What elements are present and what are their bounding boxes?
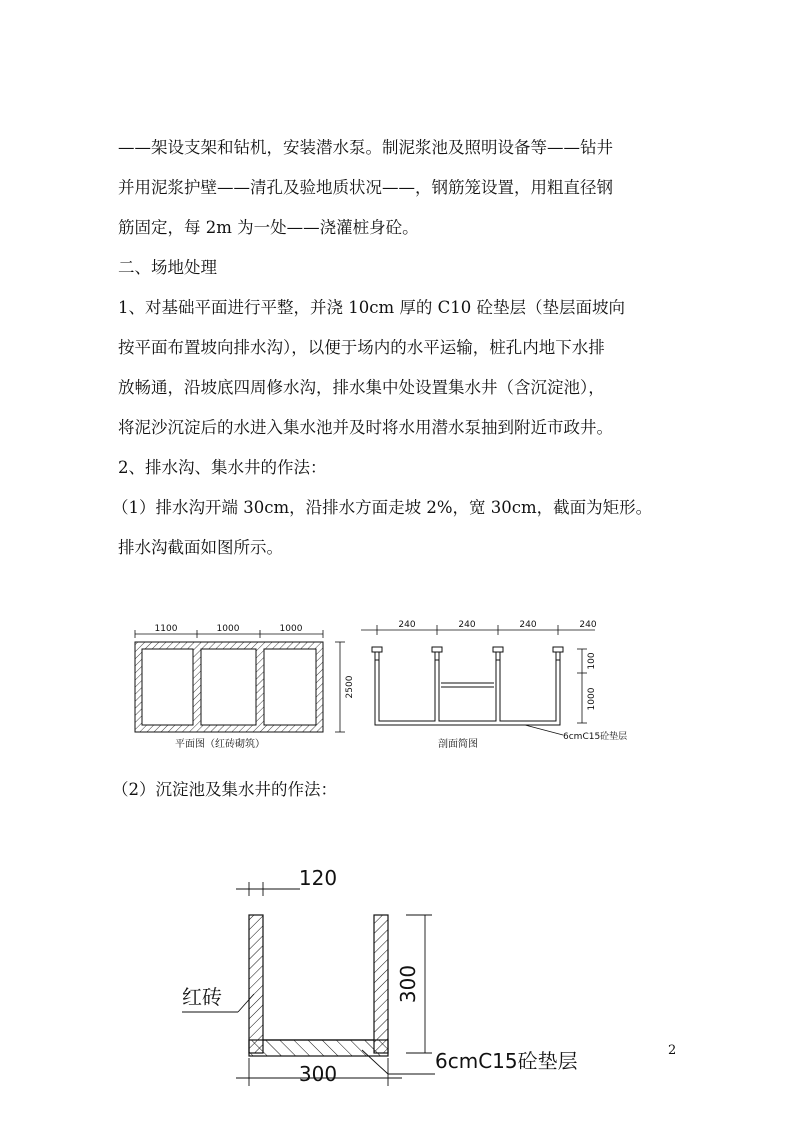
- well-height-dim: 300: [396, 964, 420, 1004]
- page-number: 2: [668, 1043, 677, 1058]
- plan-walls: [135, 642, 323, 732]
- body-line-6: 按平面布置坡向排水沟），以便于场内的水平运输，桩孔内地下水排: [118, 338, 605, 357]
- body-line-7: 放畅通，沿坡底四周修水沟，排水集中处设置集水井（含沉淀池），: [118, 378, 605, 397]
- plan-height-dim: 2500: [345, 675, 355, 699]
- well-base: [249, 1040, 388, 1056]
- body-line-11: 排水沟截面如图所示。: [118, 538, 283, 557]
- well-right-wall: [374, 915, 388, 1053]
- body-line-3: 筋固定，每 2m 为一处——浇灌桩身砼。: [118, 218, 419, 237]
- body-line-8: 将泥沙沉淀后的水进入集水池并及时将水用潜水泵抽到附近市政井。: [118, 418, 613, 437]
- section-heading: 二、场地处理: [118, 258, 217, 277]
- plan-dim-1: 1100: [154, 624, 178, 634]
- well-figure: [170, 860, 610, 1100]
- section-layer-label: 6cmC15砼垫层: [563, 732, 628, 742]
- section-figure: [355, 615, 655, 755]
- body-line-2: 并用泥浆护壁——清孔及验地质状况——，钢筋笼设置，用粗直径钢: [118, 178, 613, 197]
- section-vdim-2: 1000: [587, 687, 597, 711]
- well-layer-label: 6cmC15砼垫层: [435, 1049, 578, 1073]
- section-dim-1: 240: [398, 620, 416, 630]
- subheading: （2）沉淀池及集水井的作法：: [112, 780, 337, 799]
- well-wall-dim: 120: [298, 866, 338, 890]
- body-line-10: （1）排水沟开端 30cm，沿排水方面走坡 2%，宽 30cm，截面为矩形。: [112, 498, 653, 517]
- section-channels: [375, 660, 560, 725]
- section-caption: 剖面简图: [438, 739, 478, 750]
- plan-figure: [115, 615, 355, 755]
- well-left-wall: [249, 915, 263, 1053]
- body-line-9: 2、排水沟、集水井的作法：: [118, 458, 327, 477]
- plan-dim-3: 1000: [279, 624, 303, 634]
- section-dim-4: 240: [579, 620, 597, 630]
- section-vdim-1: 100: [587, 652, 597, 670]
- well-material-label: 红砖: [182, 985, 222, 1009]
- body-line-1: ——架设支架和钻机，安装潜水泵。制泥浆池及照明设备等——钻井: [118, 138, 613, 157]
- plan-caption: 平面图（红砖砌筑）: [175, 739, 265, 750]
- well-width-dim: 300: [298, 1062, 338, 1086]
- body-line-5: 1、对基础平面进行平整，并浇 10cm 厚的 C10 砼垫层（垫层面坡向: [118, 298, 625, 317]
- section-dim-2: 240: [458, 620, 476, 630]
- plan-dim-2: 1000: [216, 624, 240, 634]
- section-dim-3: 240: [519, 620, 537, 630]
